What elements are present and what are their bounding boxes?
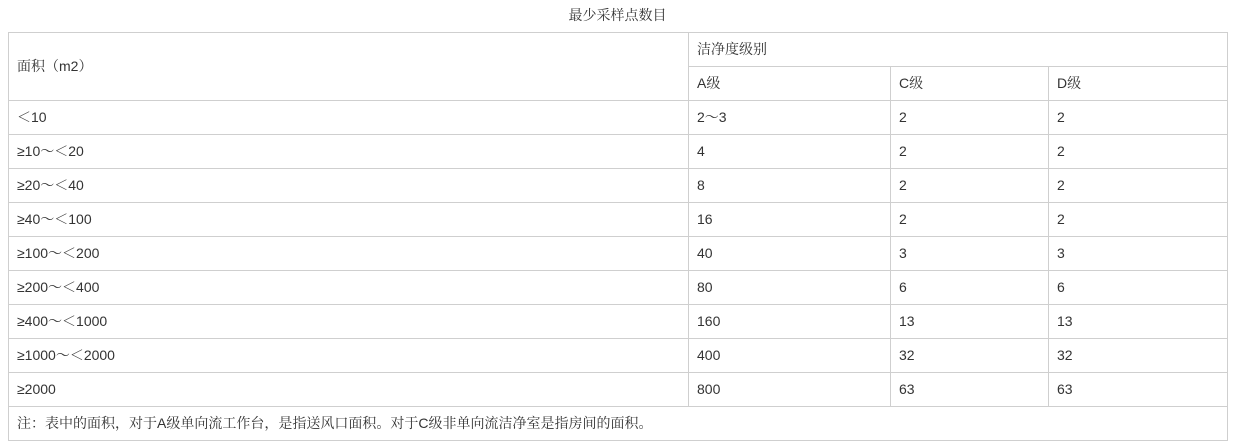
table-row [9,305,1228,339]
cell-grade-a: 16 [689,203,891,237]
cell-grade-d: 63 [1049,373,1228,407]
cell-grade-a: 400 [689,339,891,373]
table-row [9,339,1228,373]
table-note: 注：表中的面积，对于A级单向流工作台，是指送风口面积。对于C级非单向流洁净室是指房间的面积。 [9,407,1228,441]
table-row [9,101,1228,135]
column-header-grade-a: A级 [689,67,891,101]
cell-grade-d: 2 [1049,169,1228,203]
cell-area: ≥2000 [9,373,689,407]
cell-grade-c: 2 [891,135,1049,169]
page-title: 最少采样点数目 [568,7,667,23]
column-header-grade-c: C级 [891,67,1049,101]
cell-grade-d: 6 [1049,271,1228,305]
table-note-row [9,407,1228,441]
sampling-points-table [8,32,1228,441]
cell-area: ≥400～＜1000 [9,305,689,339]
cell-grade-a: 800 [689,373,891,407]
column-header-grade-d: D级 [1049,67,1228,101]
table-header-row-1 [9,33,1228,67]
cell-area: ≥20～＜40 [9,169,689,203]
column-header-area: 面积（m2） [9,33,689,101]
cell-grade-c: 2 [891,169,1049,203]
table-row [9,135,1228,169]
cell-area: ≥40～＜100 [9,203,689,237]
cell-grade-c: 2 [891,101,1049,135]
table-row [9,373,1228,407]
cell-grade-a: 160 [689,305,891,339]
cell-area: ≥200～＜400 [9,271,689,305]
column-header-grade-group: 洁净度级别 [689,33,1228,67]
table-row [9,169,1228,203]
cell-area: ＜10 [9,101,689,135]
cell-grade-d: 2 [1049,101,1228,135]
table-row [9,237,1228,271]
table-row [9,271,1228,305]
cell-area: ≥10～＜20 [9,135,689,169]
cell-grade-d: 2 [1049,203,1228,237]
cell-grade-d: 32 [1049,339,1228,373]
cell-grade-a: 80 [689,271,891,305]
cell-area: ≥1000～＜2000 [9,339,689,373]
cell-grade-a: 8 [689,169,891,203]
cell-grade-c: 2 [891,203,1049,237]
table-row [9,203,1228,237]
cell-grade-c: 32 [891,339,1049,373]
cell-grade-c: 13 [891,305,1049,339]
cell-grade-d: 13 [1049,305,1228,339]
cell-grade-a: 40 [689,237,891,271]
cell-grade-c: 3 [891,237,1049,271]
cell-grade-d: 3 [1049,237,1228,271]
cell-grade-c: 6 [891,271,1049,305]
cell-grade-a: 4 [689,135,891,169]
cell-grade-c: 63 [891,373,1049,407]
cell-grade-d: 2 [1049,135,1228,169]
cell-grade-a: 2～3 [689,101,891,135]
cell-area: ≥100～＜200 [9,237,689,271]
